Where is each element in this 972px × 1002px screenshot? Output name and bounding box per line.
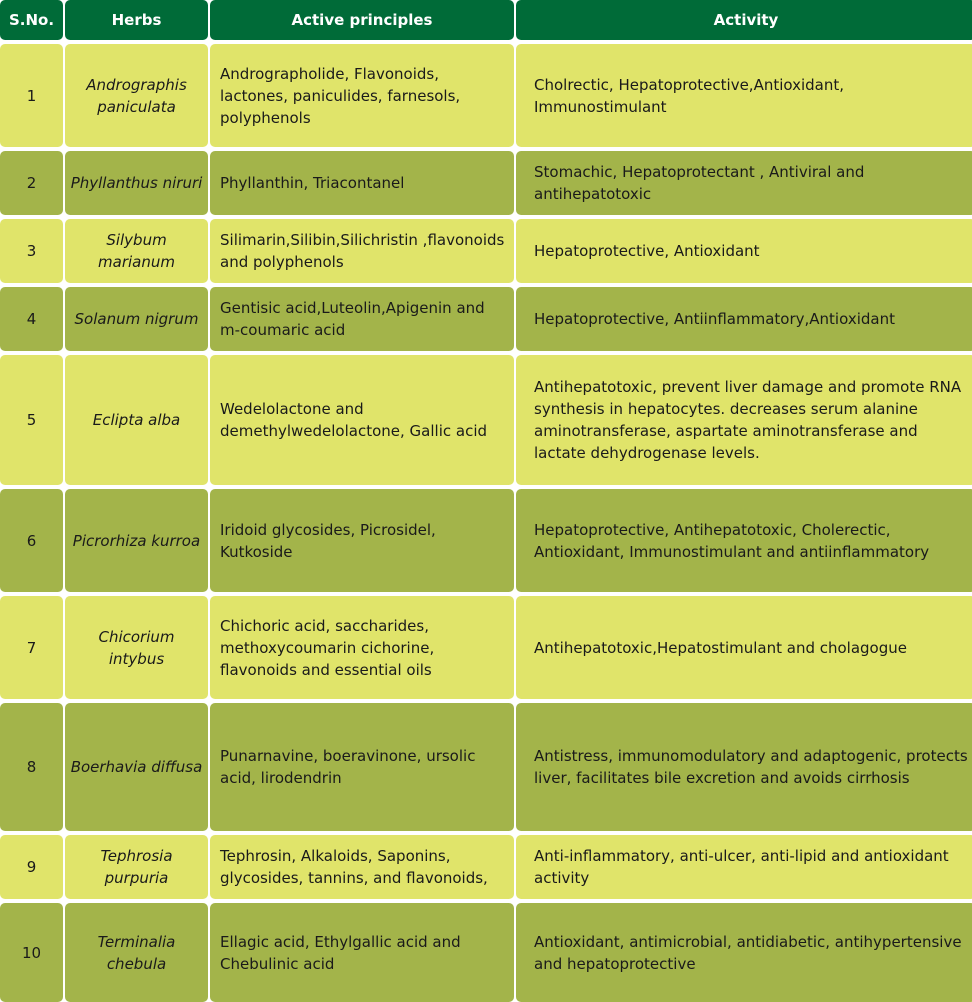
activity-cell: Antistress, immunomodulatory and adaptogenic, protects liver, facilitates bile excretion and avoids cirrhosis [516,703,972,831]
principles-cell: Punarnavine, boeravinone, ursolic acid, lirodendrin [210,703,514,831]
activity-cell: Stomachic, Hepatoprotectant , Antiviral and antihepatotoxic [516,151,972,215]
herb-cell: Chicorium intybus [65,596,208,699]
header-herbs: Herbs [65,0,208,40]
sno-cell: 6 [0,489,63,592]
herb-cell: Phyllanthus niruri [65,151,208,215]
principles-cell: Gentisic acid,Luteolin,Apigenin and m-coumaric acid [210,287,514,351]
header-activity: Activity [516,0,972,40]
header-active-principles: Active principles [210,0,514,40]
herb-cell: Terminalia chebula [65,903,208,1002]
sno-cell: 10 [0,903,63,1002]
activity-cell: Hepatoprotective, Antihepatotoxic, Cholerectic, Antioxidant, Immunostimulant and antiinflammatory [516,489,972,592]
sno-cell: 8 [0,703,63,831]
principles-cell: Iridoid glycosides, Picrosidel, Kutkoside [210,489,514,592]
principles-cell: Wedelolactone and demethylwedelolactone, Gallic acid [210,355,514,485]
activity-cell: Hepatoprotective, Antiinflammatory,Antioxidant [516,287,972,351]
sno-cell: 3 [0,219,63,283]
principles-cell: Andrographolide, Flavonoids, lactones, paniculides, farnesols, polyphenols [210,44,514,147]
herb-cell: Tephrosia purpuria [65,835,208,899]
herb-cell: Boerhavia diffusa [65,703,208,831]
sno-cell: 1 [0,44,63,147]
herb-cell: Eclipta alba [65,355,208,485]
activity-cell: Antihepatotoxic,Hepatostimulant and cholagogue [516,596,972,699]
sno-cell: 5 [0,355,63,485]
activity-cell: Antihepatotoxic, prevent liver damage and promote RNA synthesis in hepatocytes. decreases serum alanine aminotransferase, aspartate aminotransferase and lactate dehydrogenase levels. [516,355,972,485]
herb-cell: Solanum nigrum [65,287,208,351]
sno-cell: 2 [0,151,63,215]
activity-cell: Cholrectic, Hepatoprotective,Antioxidant, Immunostimulant [516,44,972,147]
herb-cell: Andrographis paniculata [65,44,208,147]
sno-cell: 9 [0,835,63,899]
herb-cell: Silybum marianum [65,219,208,283]
header-sno: S.No. [0,0,63,40]
principles-cell: Chichoric acid, saccharides, methoxycoumarin cichorine, flavonoids and essential oils [210,596,514,699]
activity-cell: Anti-inflammatory, anti-ulcer, anti-lipid and antioxidant activity [516,835,972,899]
sno-cell: 4 [0,287,63,351]
activity-cell: Hepatoprotective, Antioxidant [516,219,972,283]
sno-cell: 7 [0,596,63,699]
principles-cell: Phyllanthin, Triacontanel [210,151,514,215]
principles-cell: Ellagic acid, Ethylgallic acid and Chebulinic acid [210,903,514,1002]
principles-cell: Silimarin,Silibin,Silichristin ,flavonoids and polyphenols [210,219,514,283]
activity-cell: Antioxidant, antimicrobial, antidiabetic, antihypertensive and hepatoprotective [516,903,972,1002]
herb-cell: Picrorhiza kurroa [65,489,208,592]
principles-cell: Tephrosin, Alkaloids, Saponins, glycosides, tannins, and flavonoids, [210,835,514,899]
